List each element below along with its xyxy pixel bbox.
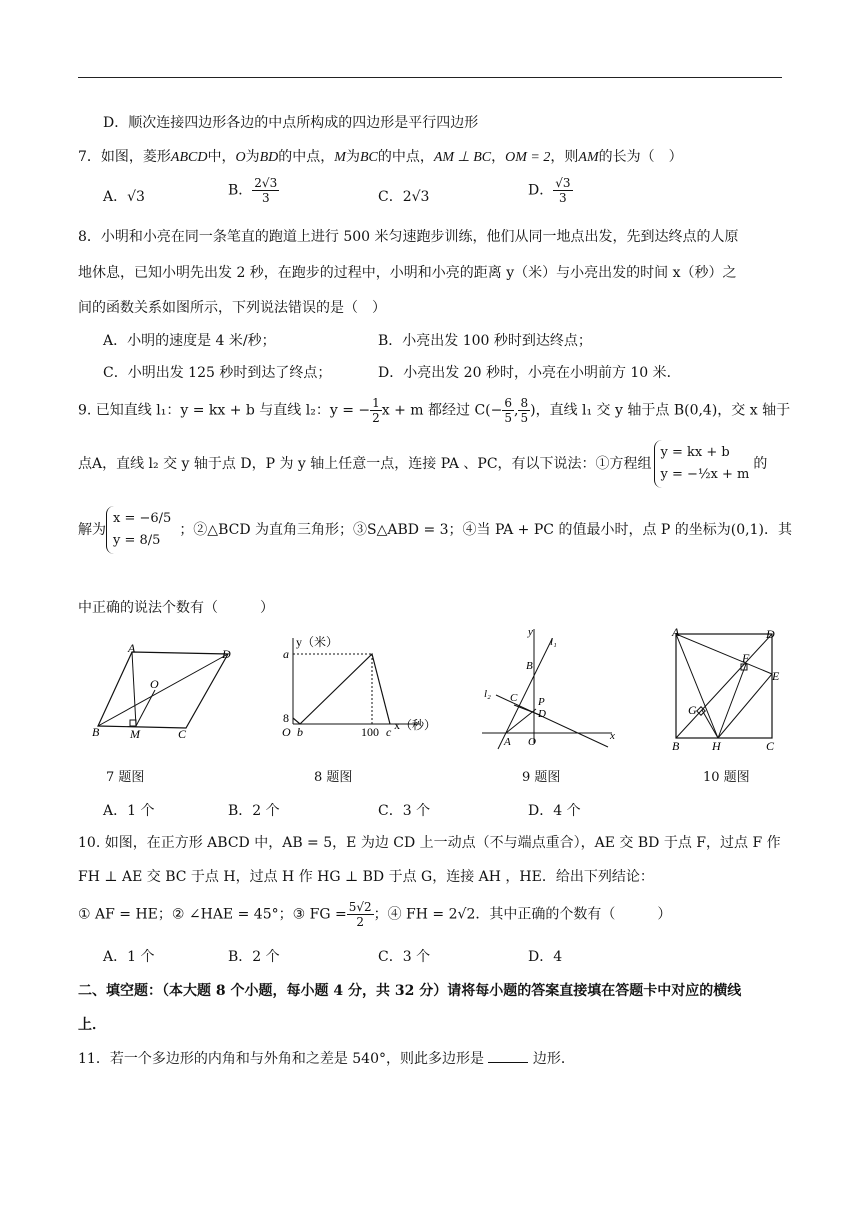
fig10-label-f: F <box>742 651 750 665</box>
fig9-label-b: B <box>526 660 533 672</box>
q9-line3: 解为 x = −6/5 y = 8/5 ；②△BCD 为直角三角形；③S△ABD = 3；④当 PA + PC 的值最小时，点 P 的坐标为(0,1)．其 <box>78 506 792 554</box>
header-rule <box>78 77 782 78</box>
fig9-label-x: x <box>610 730 615 742</box>
q9-option-c: C．3 个 <box>378 803 431 819</box>
caption-fig10: 10 题图 <box>703 770 750 785</box>
fig8-y-label: y（米） <box>296 635 339 649</box>
q7-option-b: B． $\frac{2√3}{3}$ <box>228 176 278 205</box>
q7-stem: 7．如图，菱形ABCD中，O为BD的中点，M为BC的中点，AM ⊥ BC，OM = 2，则AM的长为（ ） <box>78 149 683 165</box>
q8-option-b: B．小亮出发 100 秒时到达终点； <box>378 333 592 349</box>
fig9-label-y: y <box>528 626 533 638</box>
fig7-label-b: B <box>92 725 100 739</box>
q7-option-d: D． $\frac{√3}{3}$ <box>528 176 571 205</box>
q10-option-a: A．1 个 <box>103 949 155 965</box>
fig10-label-h: H <box>712 739 721 752</box>
q9-option-b: B．2 个 <box>228 803 280 819</box>
q10-line2: FH ⊥ AE 交 BC 于点 H，过点 H 作 HG ⊥ BD 于点 G，连接 AH ，HE．给出下列结论： <box>78 869 654 885</box>
fig9-label-p: P <box>538 696 545 708</box>
section2-heading-line1: 二、填空题：（本大题 8 个小题，每小题 4 分，共 32 分）请将每小题的答案直接填在答题卡中对应的横线 <box>78 983 742 999</box>
fig10-label-d: D <box>766 627 775 641</box>
q9-option-d: D．4 个 <box>528 803 581 819</box>
fig9-label-a: A <box>504 736 511 748</box>
q9-line1: 9. 已知直线 l₁：y = kx + b 与直线 l₂：y = − $\frac{1}{2}$ x + m 都经过 C(− $\frac{6}{5}$ , $\frac{8}{5}$ )，直线 l₁ 交 y 轴于点 B(0,4)，交 x 轴于 <box>78 396 791 425</box>
fig8-x-label: x（秒） <box>394 718 437 732</box>
fig7-label-m: M <box>130 727 140 740</box>
fig8-label-a: a <box>283 647 289 661</box>
fig9-label-c: C <box>510 692 518 704</box>
q8-line2: 地休息，已知小明先出发 2 秒，在跑步的过程中，小明和小亮的距离 y（米）与小亮出发的时间 x（秒）之 <box>78 265 737 281</box>
fig10-label-c: C <box>766 739 775 752</box>
fig7-label-c: C <box>178 727 187 740</box>
fig9-label-l2: l₂ <box>484 688 491 700</box>
fig7-label-d: D <box>222 647 231 661</box>
q10-line1: 10. 如图，在正方形 ABCD 中，AB = 5，E 为边 CD 上一动点（不与端点重合），AE 交 BD 于点 F，过点 F 作 <box>78 835 781 851</box>
fig8-label-8: 8 <box>283 711 289 725</box>
q9-line2: 点A，直线 l₂ 交 y 轴于点 D，P 为 y 轴上任意一点，连接 PA 、PC，有以下说法：①方程组 y = kx + b y = −½x + m 的 <box>78 440 767 488</box>
caption-fig9: 9 题图 <box>522 770 561 785</box>
fig10-label-g: G <box>688 703 697 717</box>
fig9-label-o: O <box>528 736 536 748</box>
fig9-label-l1: l₁ <box>550 636 557 648</box>
fig7-label-a: A <box>128 641 136 655</box>
q10-option-b: B．2 个 <box>228 949 280 965</box>
q10-option-c: C．3 个 <box>378 949 431 965</box>
q11-answer-blank[interactable] <box>488 1062 528 1063</box>
fig10-label-e: E <box>772 669 780 683</box>
fig7-label-o: O <box>150 677 159 691</box>
q10-line3: ① AF = HE；② ∠HAE = 45°；③ FG = $\frac{5√2}{2}$ ；④ FH = 2√2．其中正确的个数有（ ） <box>78 900 672 929</box>
q9-line4: 中正确的说法个数有（ ） <box>78 600 274 616</box>
section2-heading-line2: 上． <box>78 1017 106 1033</box>
q7-option-a: A．√3 <box>103 189 145 205</box>
fig9-label-d: D <box>538 708 546 720</box>
caption-fig8: 8 题图 <box>314 770 353 785</box>
figure-7 <box>90 640 240 740</box>
fig8-label-c: c <box>386 725 392 739</box>
q10-option-d: D．4 <box>528 949 563 965</box>
fig8-label-b: b <box>297 725 303 739</box>
q11: 11．若一个多边形的内角和与外角和之差是 540°，则此多边形是 边形． <box>78 1051 575 1067</box>
q8-option-a: A．小明的速度是 4 米/秒； <box>103 333 276 349</box>
fig10-label-b: B <box>672 739 680 752</box>
q8-option-d: D．小亮出发 20 秒时，小亮在小明前方 10 米． <box>378 365 681 381</box>
figure-8 <box>270 632 440 742</box>
q8-option-c: C．小明出发 125 秒时到达了终点； <box>103 365 332 381</box>
fig10-label-a: A <box>672 626 680 639</box>
q6-option-d: D．顺次连接四边形各边的中点所构成的四边形是平行四边形 <box>103 115 479 131</box>
q8-line1: 8．小明和小亮在同一条笔直的跑道上进行 500 米匀速跑步训练，他们从同一地点出发，先到达终点的人原 <box>78 229 739 245</box>
figure-9 <box>478 625 618 750</box>
q8-line3: 间的函数关系如图所示，下列说法错误的是（ ） <box>78 300 386 316</box>
figure-10 <box>668 626 788 752</box>
q7-option-c: C．2√3 <box>378 189 430 205</box>
fig8-label-o: O <box>282 725 291 739</box>
q9-option-a: A．1 个 <box>103 803 155 819</box>
caption-fig7: 7 题图 <box>106 770 145 785</box>
fig8-label-100: 100 <box>361 725 379 739</box>
